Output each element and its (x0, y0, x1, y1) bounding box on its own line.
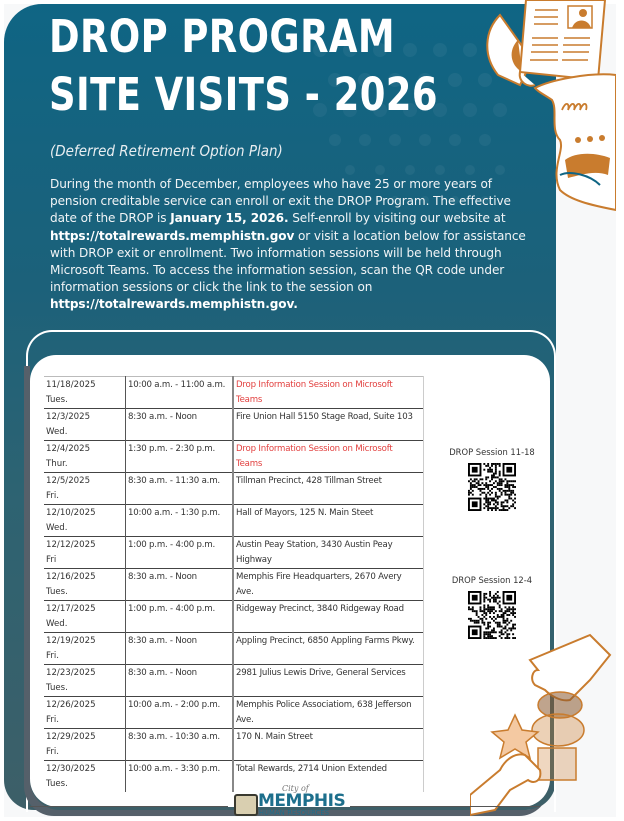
date: 11/18/2025 (46, 380, 96, 390)
location-cell: Fire Union Hall 5150 Stage Road, Suite 103 (233, 409, 424, 441)
date-cell (44, 569, 126, 601)
date: 12/3/2025 (46, 412, 91, 422)
time-cell: 8:30 a.m. - 11:30 a.m. (126, 473, 234, 505)
time-cell: 1:00 p.m. - 4:00 p.m. (126, 537, 234, 569)
qr-block-session-1 (447, 447, 537, 513)
date: 12/30/2025 (46, 764, 96, 774)
logo-city-of: City of (282, 784, 309, 793)
intro-paragraph (50, 176, 530, 314)
location-cell: 2981 Julius Lewis Drive, General Services (233, 665, 424, 697)
table-row (44, 633, 424, 665)
time-cell: 1:00 p.m. - 4:00 p.m. (126, 601, 234, 633)
table-row (44, 409, 424, 441)
schedule-table (44, 376, 424, 792)
table-row (44, 505, 424, 537)
date: 12/4/2025 (46, 444, 91, 454)
weekday: Tues. (46, 395, 68, 405)
effective-date: January 15, 2026. (170, 211, 289, 226)
weekday: Tues. (46, 779, 68, 789)
date-cell (44, 409, 126, 441)
page-margin (616, 0, 624, 821)
date: 12/5/2025 (46, 476, 91, 486)
table-row (44, 601, 424, 633)
table-row (44, 697, 424, 729)
weekday: Fri. (46, 715, 59, 725)
date: 12/16/2025 (46, 572, 96, 582)
date-cell (44, 377, 126, 409)
time-cell: 8:30 a.m. - Noon (126, 409, 234, 441)
date-cell (44, 697, 126, 729)
location-cell: Ridgeway Precinct, 3840 Ridgeway Road (233, 601, 424, 633)
logo-human-resources: HUMAN RESOURCES (259, 809, 330, 817)
location-cell[interactable]: Drop Information Session on Microsoft Teams (233, 377, 424, 409)
weekday: Tues. (46, 683, 68, 693)
website-link[interactable]: https://totalrewards.memphistn.gov (50, 228, 295, 243)
table-row (44, 473, 424, 505)
time-cell: 8:30 a.m. - Noon (126, 569, 234, 601)
date-cell (44, 601, 126, 633)
city-seal-icon (234, 794, 258, 816)
footer-divider-right (350, 806, 540, 807)
intro-text-1: During the month of December, employees who have 25 or more years of pension creditable service can enroll or exit the DROP Program. The effective date of the DROP is (50, 177, 511, 226)
location-cell: Tillman Precinct, 428 Tillman Street (233, 473, 424, 505)
weekday: Tues. (46, 587, 68, 597)
location-cell: Memphis Police Associatiom, 638 Jefferson Ave. (233, 697, 424, 729)
time-cell: 1:30 p.m. - 2:30 p.m. (126, 441, 234, 473)
table-row (44, 665, 424, 697)
date: 12/19/2025 (46, 636, 96, 646)
title-line-1: DROP PROGRAM (49, 10, 396, 63)
website-link-end[interactable]: https://totalrewards.memphistn.gov. (50, 297, 298, 312)
time-cell: 8:30 a.m. - Noon (126, 665, 234, 697)
table-row (44, 729, 424, 761)
date-cell (44, 505, 126, 537)
qr-label: DROP Session 11-18 (449, 447, 535, 457)
date-cell (44, 633, 126, 665)
weekday: Wed. (46, 427, 68, 437)
title-line-2: SITE VISITS - 2026 (49, 68, 438, 121)
time-cell: 8:30 a.m. - 10:30 a.m. (126, 729, 234, 761)
weekday: Fri. (46, 747, 59, 757)
table-row (44, 569, 424, 601)
location-cell: Hall of Mayors, 125 N. Main Steet (233, 505, 424, 537)
time-cell: 10:00 a.m. - 3:30 p.m. (126, 761, 234, 793)
memphis-hr-logo (232, 782, 352, 818)
page-subtitle: (Deferred Retirement Option Plan) (50, 142, 283, 160)
date: 12/23/2025 (46, 668, 96, 678)
weekday: Fri (46, 555, 57, 565)
location-cell: Austin Peay Station, 3430 Austin Peay Highway (233, 537, 424, 569)
location-cell: Total Rewards, 2714 Union Extended (233, 761, 424, 793)
location-cell: Appling Precinct, 6850 Appling Farms Pkwy. (233, 633, 424, 665)
qr-label: DROP Session 12-4 (451, 575, 533, 585)
table-row (44, 537, 424, 569)
location-cell: Memphis Fire Headquarters, 2670 Avery Ave. (233, 569, 424, 601)
weekday: Fri. (46, 651, 59, 661)
time-cell: 10:00 a.m. - 1:30 p.m. (126, 505, 234, 537)
date: 12/26/2025 (46, 700, 96, 710)
qr-code-icon[interactable] (468, 463, 516, 511)
date: 12/17/2025 (46, 604, 96, 614)
logo-memphis: MEMPHIS (258, 791, 346, 811)
location-cell[interactable]: Drop Information Session on Microsoft Teams (233, 441, 424, 473)
date-cell (44, 473, 126, 505)
time-cell: 8:30 a.m. - Noon (126, 633, 234, 665)
intro-text-2: Self-enroll by visiting our website at (288, 211, 506, 226)
time-cell: 10:00 a.m. - 2:00 p.m. (126, 697, 234, 729)
date: 12/12/2025 (46, 540, 96, 550)
newspaper-illustration-icon (480, 0, 620, 230)
weekday: Wed. (46, 619, 68, 629)
date-cell (44, 761, 126, 793)
weekday: Wed. (46, 523, 68, 533)
intro-text-3: or visit a location below for assistance with DROP exit or enrollment. Two information sessions will be held through Microsoft Teams. To access the information session, scan the QR code under information sessions or click the link to the session on (50, 228, 526, 295)
table-row (44, 441, 424, 473)
date-cell (44, 729, 126, 761)
weekday: Thur. (46, 459, 68, 469)
footer-divider-left (30, 806, 228, 807)
date: 12/10/2025 (46, 508, 96, 518)
date-cell (44, 537, 126, 569)
page-title (49, 8, 438, 124)
date-cell (44, 441, 126, 473)
date: 12/29/2025 (46, 732, 96, 742)
table-row (44, 377, 424, 409)
time-cell: 10:00 a.m. - 11:00 a.m. (126, 377, 234, 409)
date-cell (44, 665, 126, 697)
location-cell: 170 N. Main Street (233, 729, 424, 761)
weekday: Fri. (46, 491, 59, 501)
hands-shapes-illustration-icon (470, 620, 620, 820)
